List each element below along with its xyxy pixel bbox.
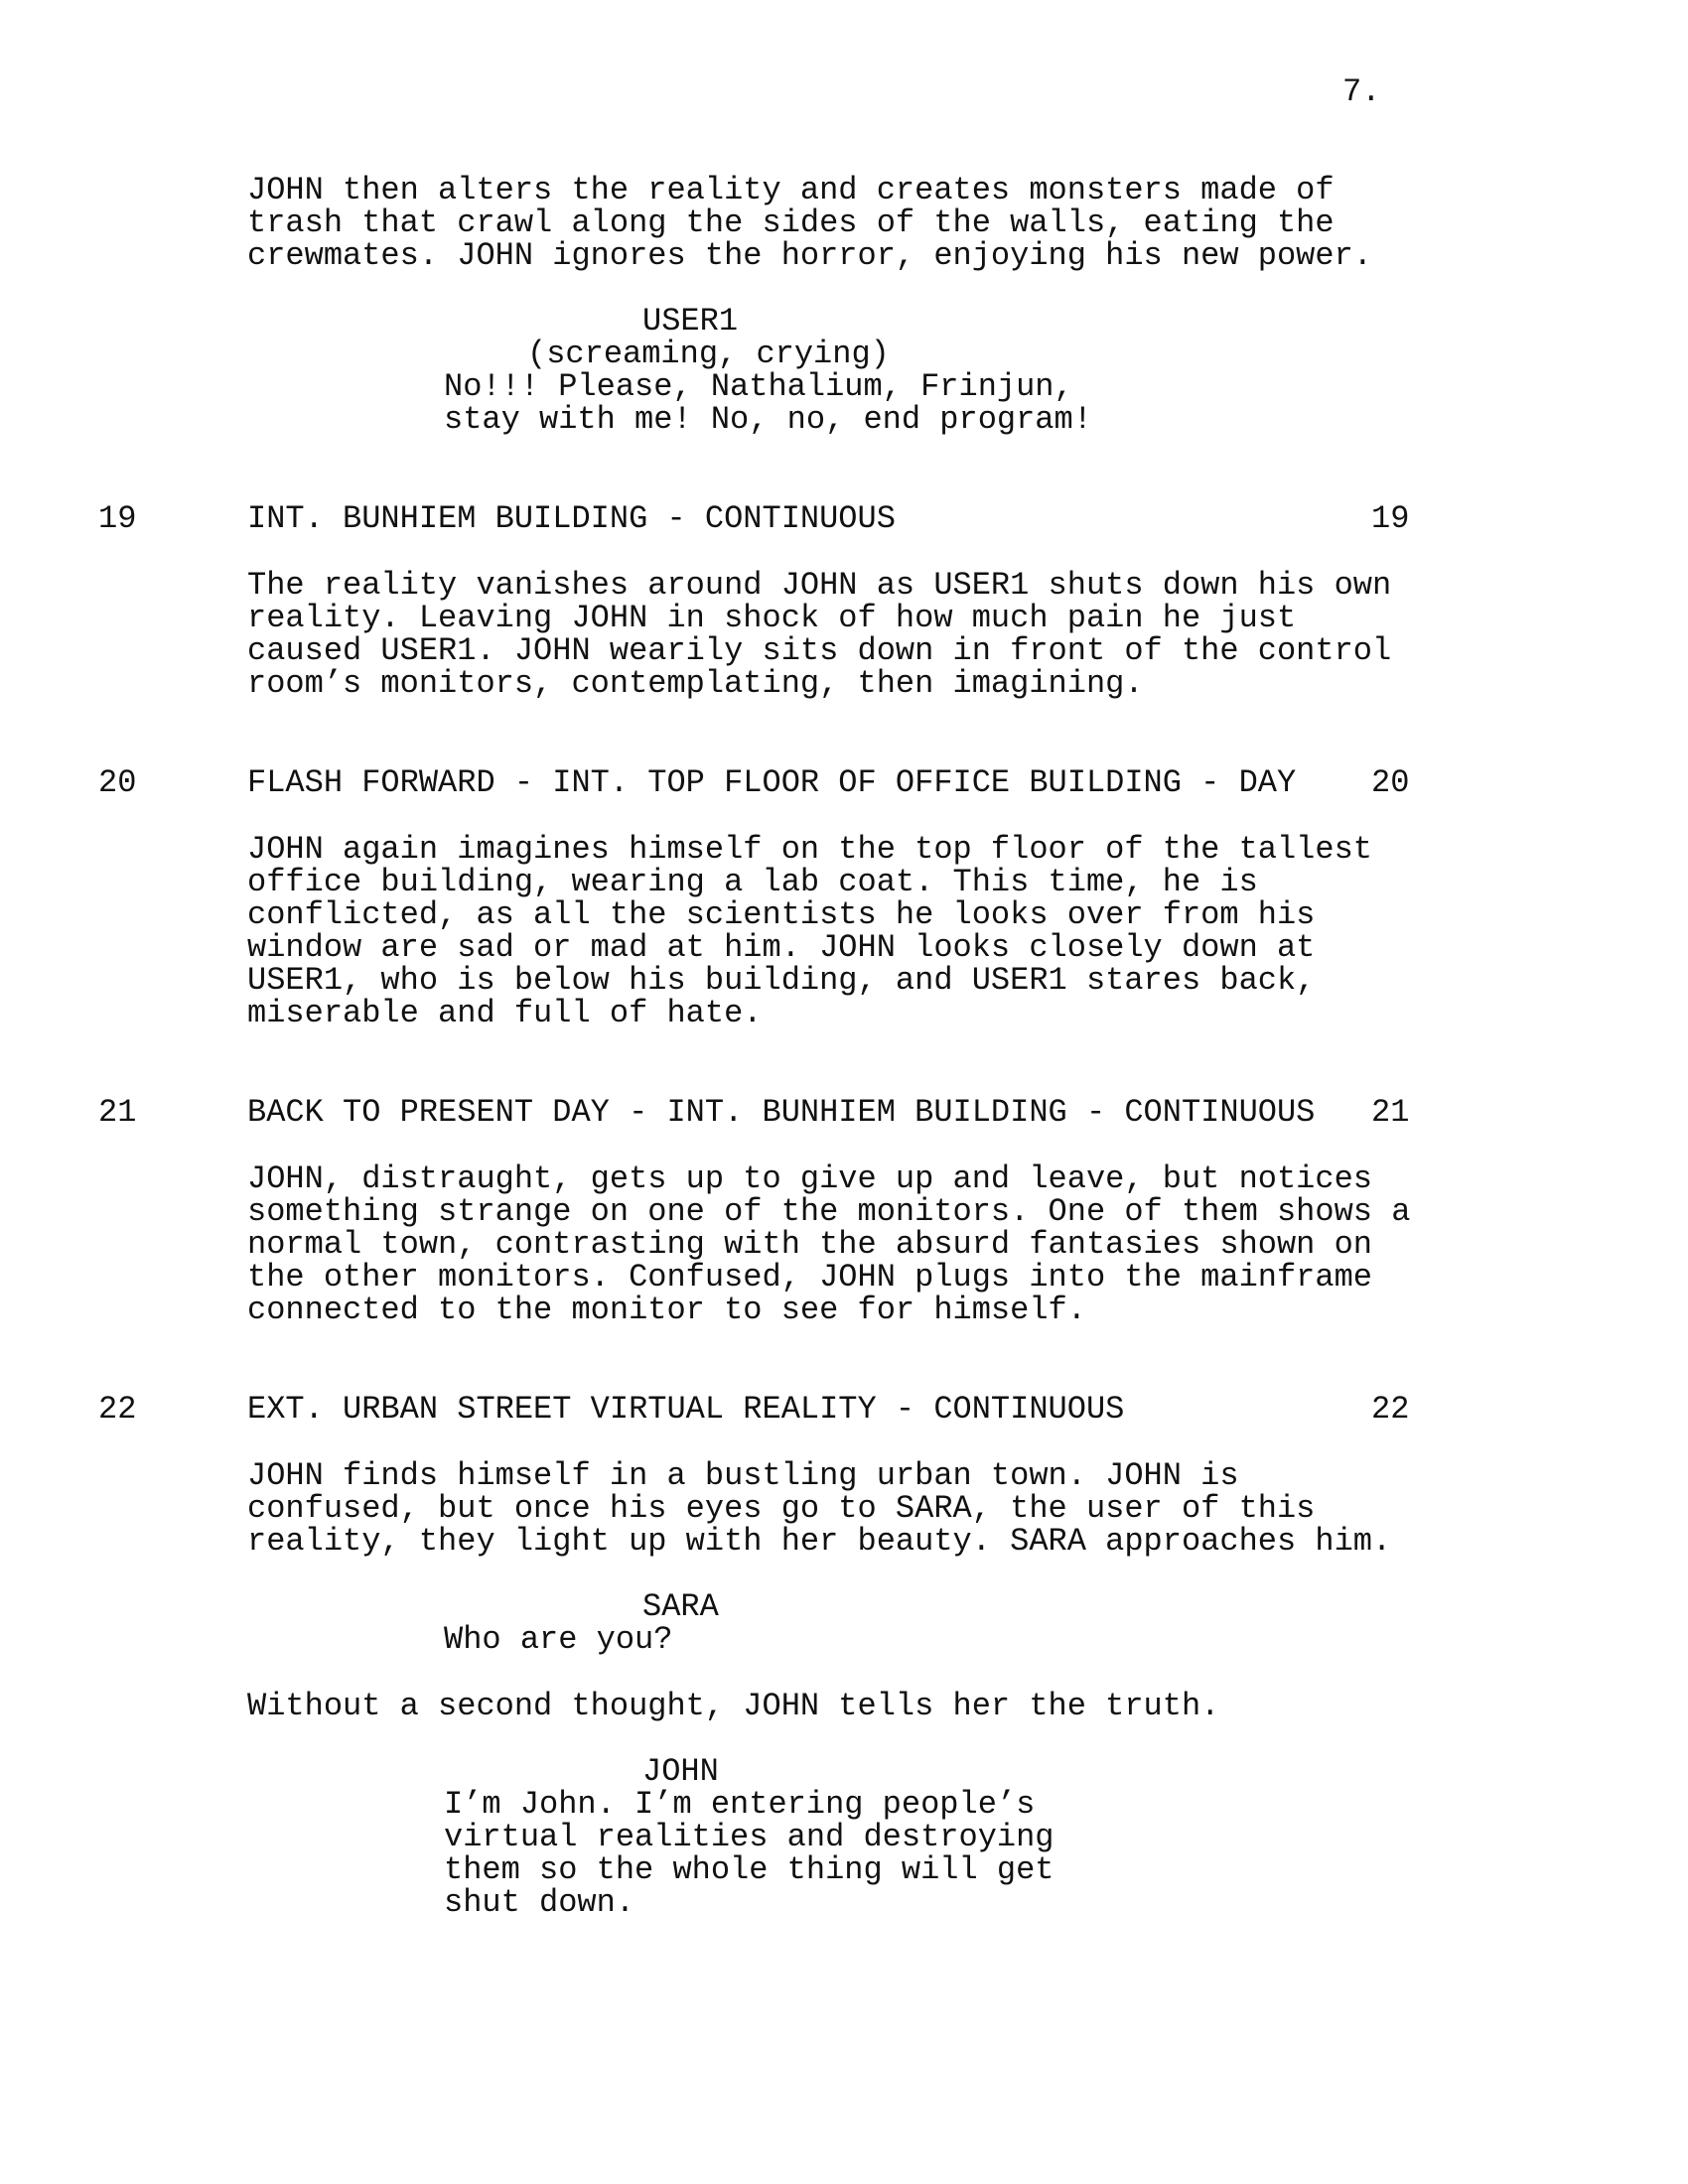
action-paragraph: JOHN, distraught, gets up to give up and leave, but notices something strange on one of the monitors. One of them shows a normal town, contrasting with the absurd fantasies shown on the other monitors. Confused, JOHN plugs into the mainframe connected to the monitor to see for himself. [247,1160,1411,1328]
scene-number-right: 19 [1371,500,1410,537]
action-paragraph: JOHN again imagines himself on the top floor of the tallest office building, wearing a lab coat. This time, he is conflicted, as all the scientists he looks over from his window are sad or mad at him. JOHN looks closely down at USER1, who is below his building, and USER1 stares back, miserable and full of hate. [247,831,1372,1031]
scene-heading: INT. BUNHIEM BUILDING - CONTINUOUS [247,500,896,537]
scene-heading: EXT. URBAN STREET VIRTUAL REALITY - CONTINUOUS [247,1391,1125,1428]
page-number: 7. [1342,73,1381,110]
action-paragraph: JOHN finds himself in a bustling urban town. JOHN is confused, but once his eyes go to SARA, the user of this reality, they light up with her beauty. SARA approaches him. [247,1457,1392,1560]
scene-number-right: 21 [1371,1094,1410,1131]
action-paragraph: JOHN then alters the reality and creates monsters made of trash that crawl along the sides of the walls, eating the crewmates. JOHN ignores the horror, enjoying his new power. [247,172,1372,274]
scene-number-left: 20 [98,764,137,801]
scene-number-right: 22 [1371,1391,1410,1428]
scene-number-left: 19 [98,500,137,537]
action-paragraph: Without a second thought, JOHN tells her the truth. [247,1688,1220,1724]
scene-number-left: 22 [98,1391,137,1428]
scene-number-left: 21 [98,1094,137,1131]
dialogue-line: Who are you? [444,1621,673,1658]
character-name: USER1 [642,303,739,340]
scene-heading: FLASH FORWARD - INT. TOP FLOOR OF OFFICE BUILDING - DAY [247,764,1297,801]
action-paragraph: The reality vanishes around JOHN as USER1 shuts down his own reality. Leaving JOHN in shock of how much pain he just caused USER1. JOHN wearily sits down in front of the control room’s monitors, contemplating, then imagining. [247,567,1392,702]
dialogue-line: No!!! Please, Nathalium, Frinjun, stay with me! No, no, end program! [444,368,1092,438]
dialogue-line: I’m John. I’m entering people’s virtual realities and destroying them so the whole thing will get shut down. [444,1786,1055,1921]
character-name: JOHN [642,1753,719,1790]
scene-number-right: 20 [1371,764,1410,801]
parenthetical: (screaming, crying) [527,336,890,372]
character-name: SARA [642,1588,719,1625]
scene-heading: BACK TO PRESENT DAY - INT. BUNHIEM BUILDING - CONTINUOUS [247,1094,1316,1131]
